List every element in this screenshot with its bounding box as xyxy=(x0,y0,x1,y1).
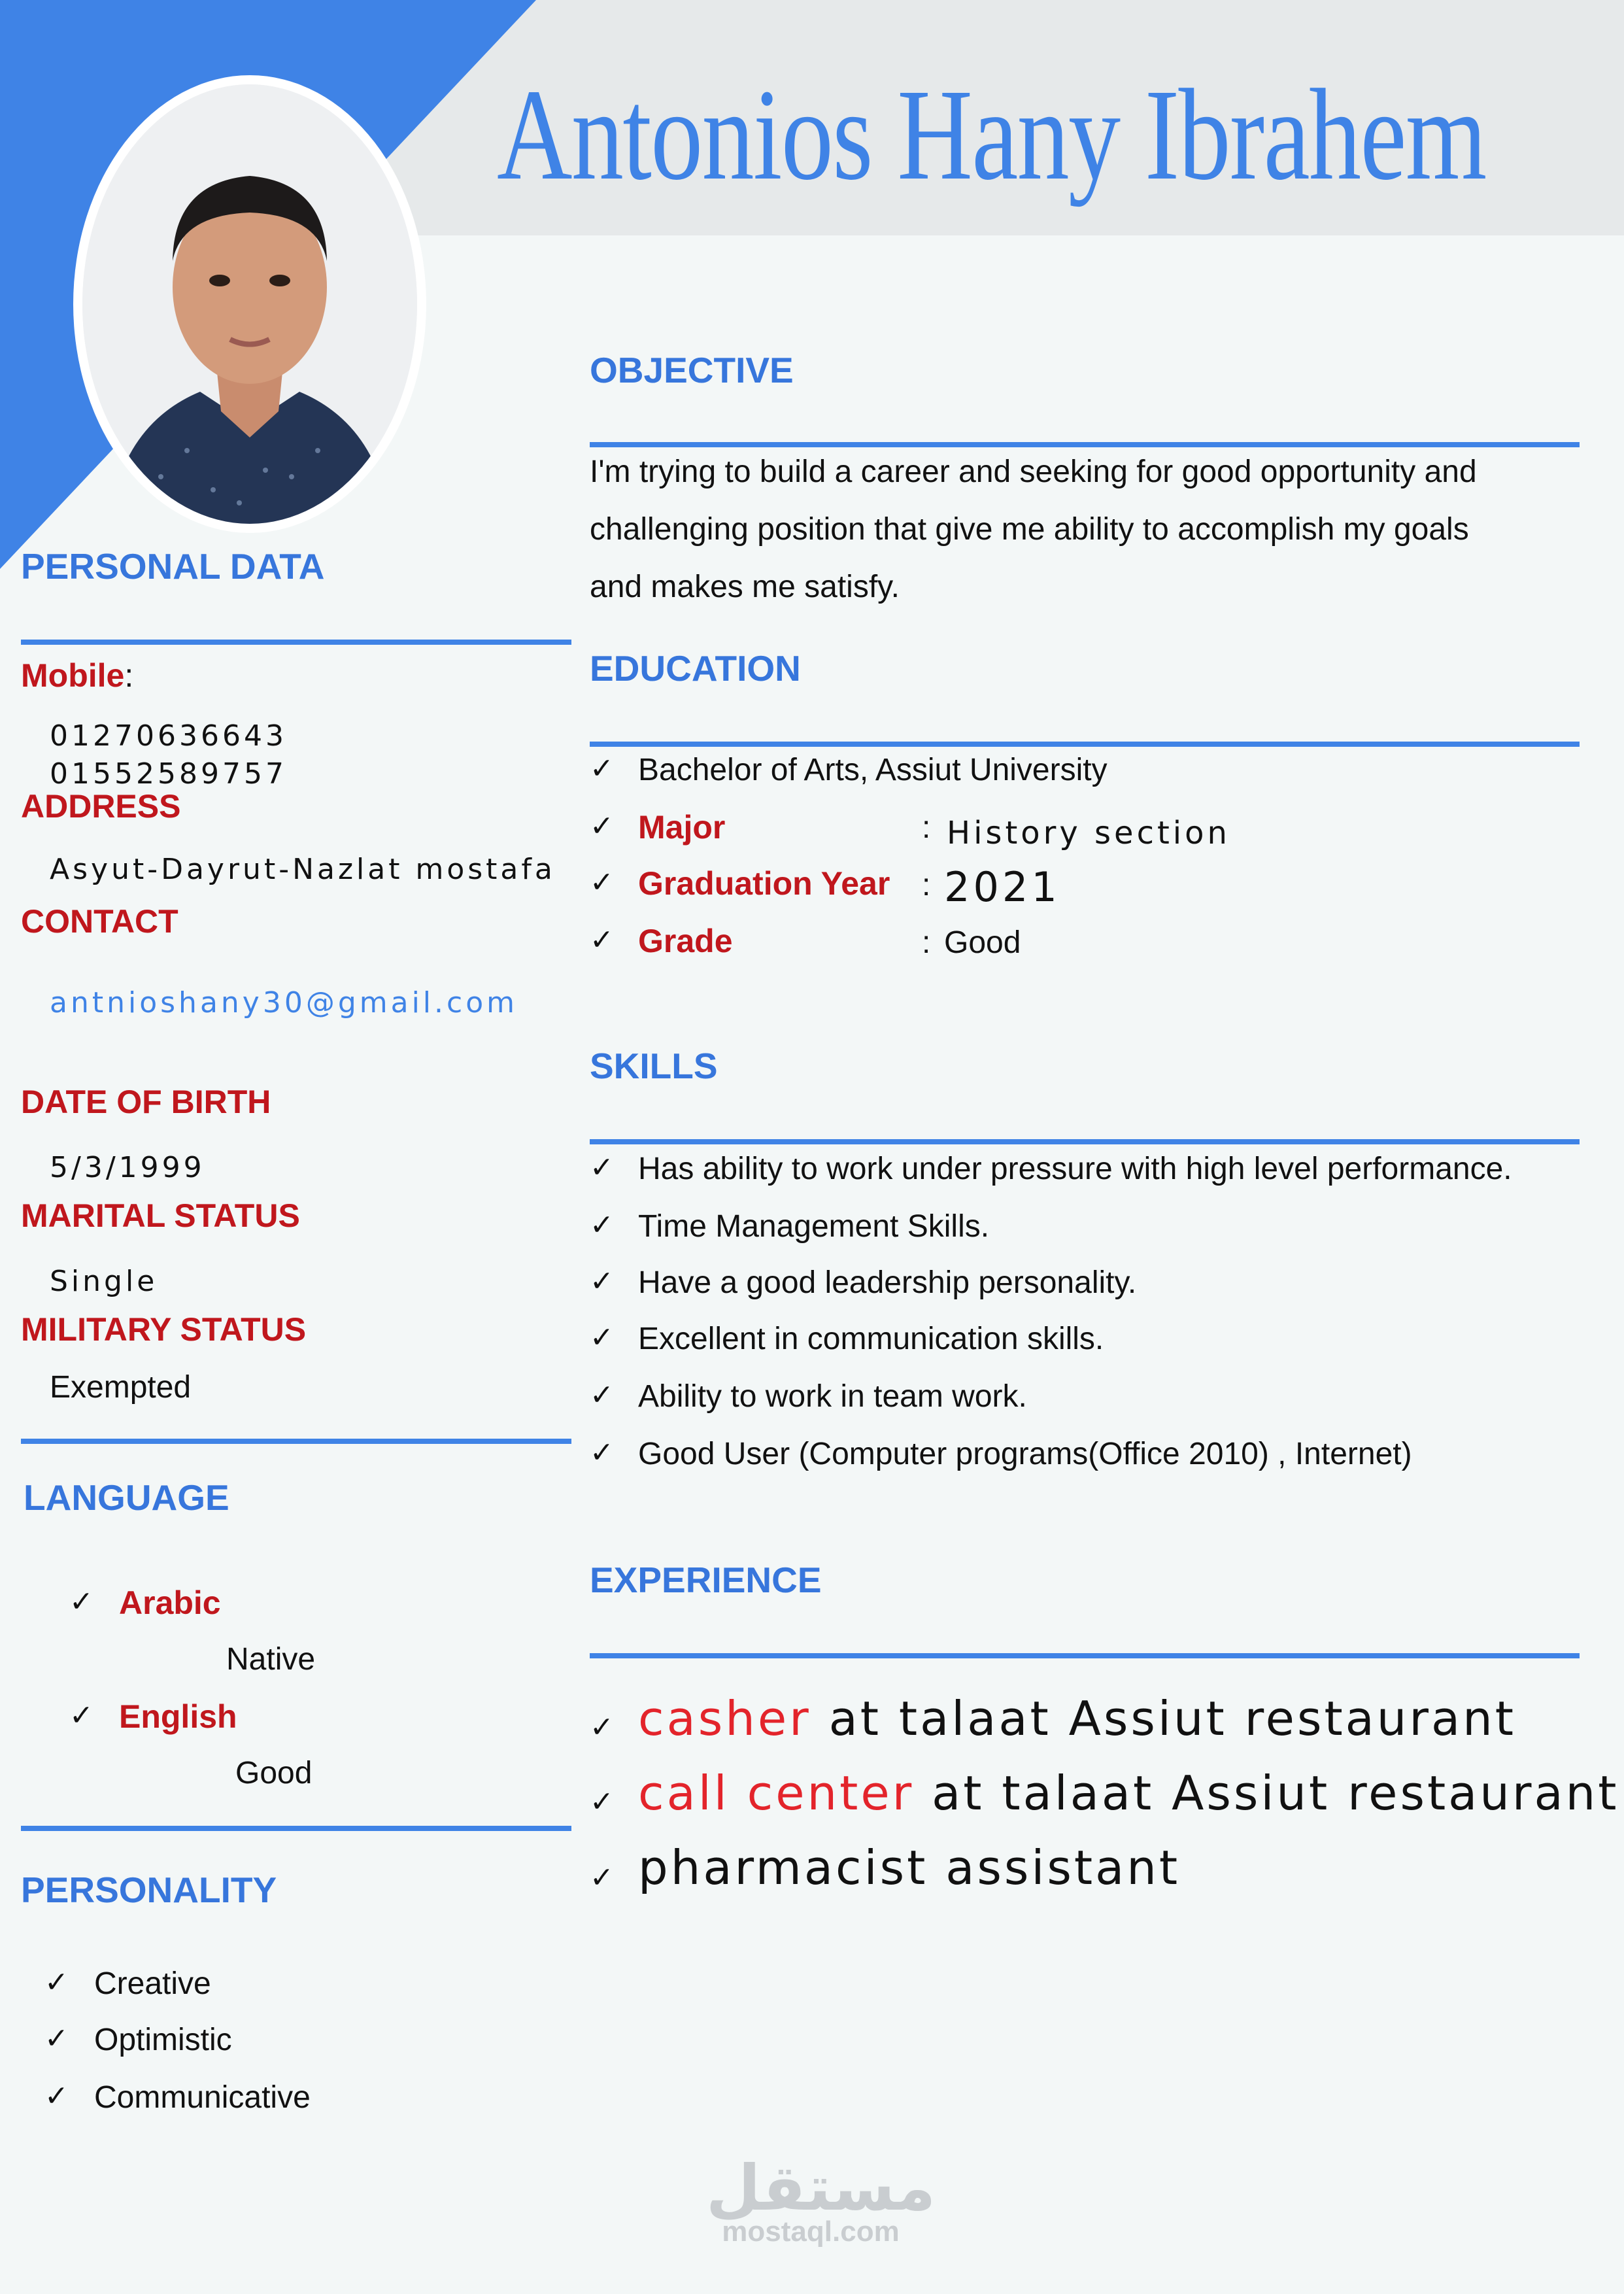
skills-heading: SKILLS xyxy=(590,1046,718,1086)
check-icon: ✓ xyxy=(590,1152,614,1184)
major-label: Major xyxy=(638,809,726,846)
personality-item: Creative xyxy=(94,1966,211,2001)
check-icon: ✓ xyxy=(590,924,614,956)
marital-status-label: MARITAL STATUS xyxy=(21,1197,300,1234)
education-heading: EDUCATION xyxy=(590,648,801,689)
objective-heading: OBJECTIVE xyxy=(590,350,794,390)
check-icon: ✓ xyxy=(69,1586,93,1618)
language-name-arabic: Arabic xyxy=(119,1584,221,1621)
experience-item: call center at talaat Assiut restaurant xyxy=(638,1766,1619,1821)
grade-value: Good xyxy=(944,925,1021,960)
skill-item: Time Management Skills. xyxy=(638,1209,990,1244)
check-icon: ✓ xyxy=(69,1700,93,1732)
check-icon: ✓ xyxy=(590,1437,614,1469)
military-status-value: Exempted xyxy=(50,1370,192,1405)
colon: : xyxy=(922,868,931,902)
skills-divider xyxy=(590,1139,1580,1144)
experience-role: casher xyxy=(638,1691,811,1746)
check-icon: ✓ xyxy=(44,2023,69,2055)
language-level-arabic: Native xyxy=(226,1642,316,1677)
objective-text xyxy=(590,443,1583,616)
check-icon: ✓ xyxy=(590,1209,614,1241)
major-value: History section xyxy=(947,815,1230,851)
language-name-english: English xyxy=(119,1698,237,1735)
language-heading: LANGUAGE xyxy=(24,1477,229,1518)
personal-data-divider xyxy=(21,640,571,645)
check-icon: ✓ xyxy=(590,753,614,785)
dob-label: DATE OF BIRTH xyxy=(21,1084,271,1120)
skill-item: Has ability to work under pressure with high level performance. xyxy=(638,1152,1512,1186)
colon: : xyxy=(922,810,931,845)
objective-line: I'm trying to build a career and seeking for good opportunity and xyxy=(590,454,1477,489)
contact-label: CONTACT xyxy=(21,903,178,940)
education-divider xyxy=(590,742,1580,747)
degree-text: Bachelor of Arts, Assiut University xyxy=(638,753,1108,787)
graduation-year-label: Graduation Year xyxy=(638,865,890,902)
experience-divider xyxy=(590,1653,1580,1658)
colon: : xyxy=(922,925,931,960)
mobile-number-1: 01270636643 xyxy=(50,719,287,753)
skill-item: Good User (Computer programs(Office 2010) , Internet) xyxy=(638,1437,1412,1471)
experience-item: pharmacist assistant xyxy=(638,1840,1181,1895)
check-icon: ✓ xyxy=(590,866,614,899)
check-icon: ✓ xyxy=(590,1711,614,1743)
marital-status-value: Single xyxy=(50,1265,158,1298)
language-level-english: Good xyxy=(235,1756,313,1790)
personality-top-divider xyxy=(21,1826,571,1831)
address-value: Asyut-Dayrut-Nazlat mostafa xyxy=(50,853,556,886)
personality-item: Communicative xyxy=(94,2080,311,2115)
experience-role: call center xyxy=(638,1766,915,1821)
mobile-number-2: 01552589757 xyxy=(50,757,287,791)
watermark-text: mostaql.com xyxy=(722,2216,900,2248)
skill-item: Excellent in communication skills. xyxy=(638,1322,1104,1356)
military-status-label: MILITARY STATUS xyxy=(21,1311,307,1348)
profile-photo xyxy=(73,75,426,533)
personality-heading: PERSONALITY xyxy=(21,1870,277,1910)
watermark-logo: مستقل xyxy=(706,2151,936,2225)
portrait-illustration xyxy=(82,84,417,524)
experience-heading: EXPERIENCE xyxy=(590,1560,822,1600)
check-icon: ✓ xyxy=(590,1322,614,1354)
mobile-label: Mobile: xyxy=(21,657,134,694)
skill-item: Have a good leadership personality. xyxy=(638,1265,1137,1300)
experience-item: casher at talaat Assiut restaurant xyxy=(638,1691,1517,1746)
check-icon: ✓ xyxy=(590,1786,614,1818)
personality-item: Optimistic xyxy=(94,2023,232,2057)
check-icon: ✓ xyxy=(590,1265,614,1297)
language-top-divider xyxy=(21,1439,571,1444)
objective-line: and makes me satisfy. xyxy=(590,570,900,604)
check-icon: ✓ xyxy=(590,810,614,842)
graduation-year-value: 2021 xyxy=(944,863,1060,911)
check-icon: ✓ xyxy=(44,1966,69,1998)
email-link[interactable]: antnioshany30@gmail.com xyxy=(50,986,518,1019)
check-icon: ✓ xyxy=(590,1379,614,1411)
check-icon: ✓ xyxy=(590,1862,614,1894)
address-label: ADDRESS xyxy=(21,788,181,825)
candidate-name: Antonios Hany Ibrahem xyxy=(497,63,1486,207)
grade-label: Grade xyxy=(638,923,733,959)
dob-value: 5/3/1999 xyxy=(50,1151,205,1184)
skill-item: Ability to work in team work. xyxy=(638,1379,1027,1414)
objective-line: challenging position that give me ability to accomplish my goals xyxy=(590,512,1469,547)
check-icon: ✓ xyxy=(44,2080,69,2112)
personal-data-heading: PERSONAL DATA xyxy=(21,546,325,587)
